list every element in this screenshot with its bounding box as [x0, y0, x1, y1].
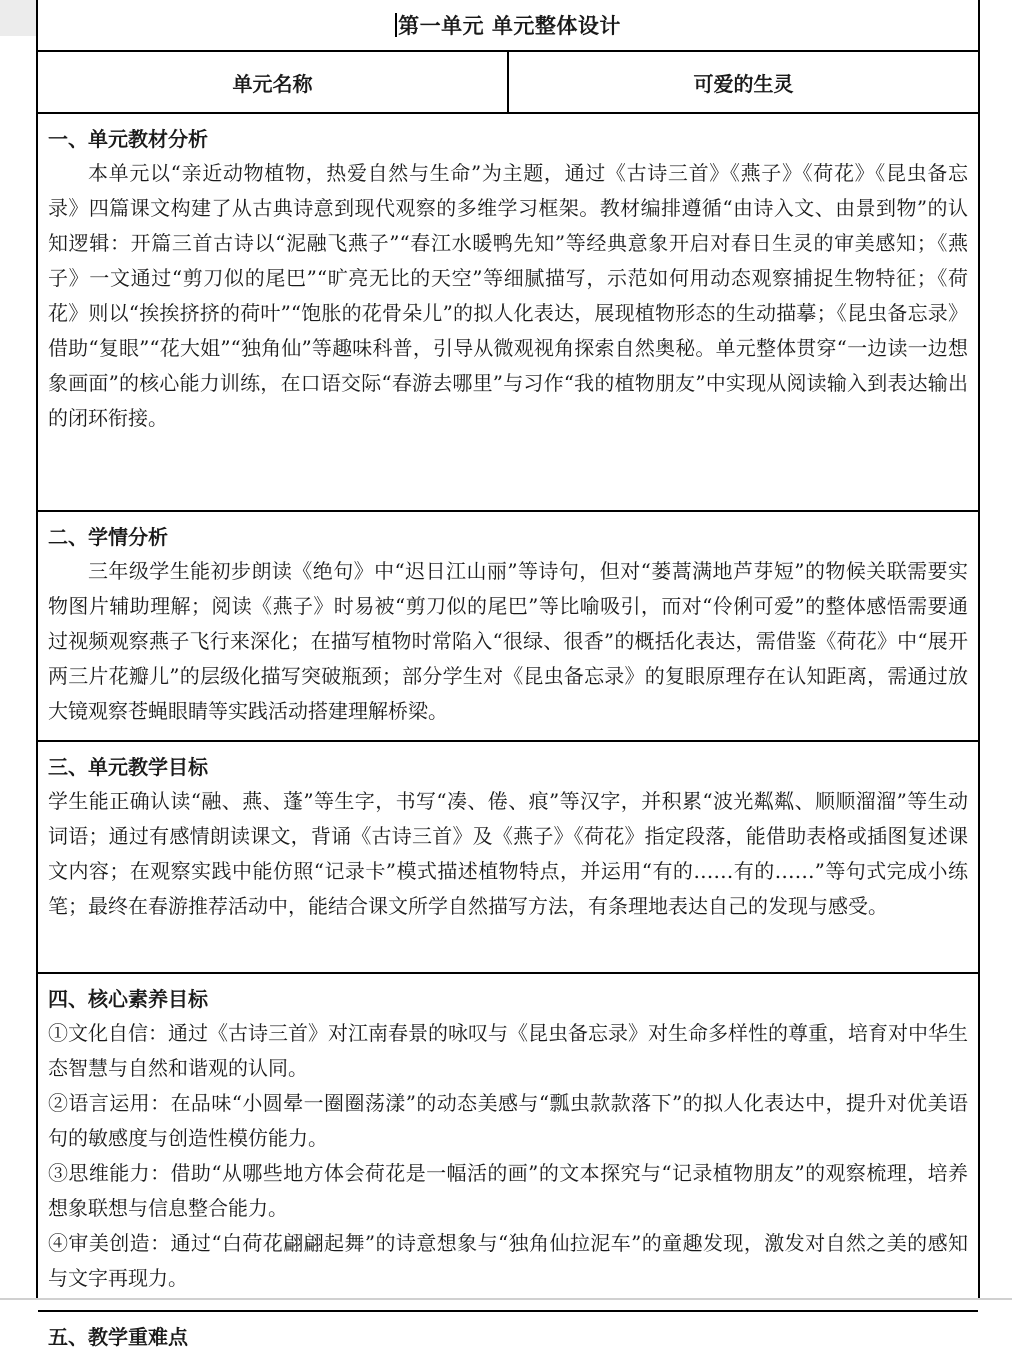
goal-item-language[interactable]: ②语言运用：在品味“小圆晕一圈圈荡漾”的动态美感与“瓢虫款款落下”的拟人化表达中，提升对优美语句的敏感度与创造性模仿能力。 [48, 1091, 968, 1150]
page-margin-shade [0, 0, 36, 36]
section-heading[interactable]: 五、教学重难点 [48, 1325, 188, 1349]
section-learner-analysis [38, 512, 978, 742]
section-heading[interactable]: 二、学情分析 [48, 525, 168, 549]
section-heading[interactable]: 四、核心素养目标 [48, 987, 208, 1011]
table-title-row [38, 0, 978, 52]
section-textbook-analysis [38, 114, 978, 512]
text-cursor [395, 13, 397, 37]
section-paragraph[interactable]: 学生能正确认读“融、燕、蓬”等生字，书写“凑、倦、痕”等汉字，并积累“波光粼粼、顺顺溜溜”等生动词语；通过有感情朗读课文，背诵《古诗三首》及《燕子》《荷花》指定段落，能借助表格或插图复述课文内容；在观察实践中能仿照“记录卡”模式描述植物特点，并运用“有的……有的……”等句式完成小练笔；最终在春游推荐活动中，能结合课文所学自然描写方法，有条理地表达自己的发现与感受。 [48, 789, 968, 918]
unit-name-row [38, 52, 978, 114]
table-title[interactable]: 第一单元 单元整体设计 [398, 13, 621, 38]
section-teaching-goals [38, 742, 978, 974]
goal-item-culture[interactable]: ①文化自信：通过《古诗三首》对江南春景的咏叹与《昆虫备忘录》对生命多样性的尊重，培育对中华生态智慧与自然和谐观的认同。 [48, 1021, 968, 1080]
unit-name-value[interactable]: 可爱的生灵 [693, 71, 794, 96]
section-core-literacy-goals [38, 974, 978, 1312]
section-heading[interactable]: 一、单元教材分析 [48, 127, 208, 151]
unit-name-label[interactable]: 单元名称 [38, 52, 509, 112]
goal-item-aesthetics[interactable]: ④审美创造：通过“白荷花翩翩起舞”的诗意想象与“独角仙拉泥车”的童趣发现，激发对自然之美的感知与文字再现力。 [48, 1231, 968, 1290]
section-paragraph[interactable]: 本单元以“亲近动物植物，热爱自然与生命”为主题，通过《古诗三首》《燕子》《荷花》《昆虫备忘录》四篇课文构建了从古典诗意到现代观察的多维学习框架。教材编排遵循“由诗入文、由景到物”的认知逻辑：开篇三首古诗以“泥融飞燕子”“春江水暖鸭先知”等经典意象开启对春日生灵的审美感知；《燕子》一文通过“剪刀似的尾巴”“旷亮无比的天空”等细腻描写，示范如何用动态观察捕捉生物特征；《荷花》则以“挨挨挤挤的荷叶”“饱胀的花骨朵儿”的拟人化表达，展现植物形态的生动描摹；《昆虫备忘录》借助“复眼”“花大姐”“独角仙”等趣味科普，引导从微观视角探索自然奥秘。单元整体贯穿“一边读一边想象画面”的核心能力训练，在口语交际“春游去哪里”与习作“我的植物朋友”中实现从阅读输入到表达输出的闭环衔接。 [48, 161, 968, 430]
section-paragraph[interactable]: 三年级学生能初步朗读《绝句》中“迟日江山丽”等诗句，但对“蒌蒿满地芦芽短”的物候关联需要实物图片辅助理解；阅读《燕子》时易被“剪刀似的尾巴”等比喻吸引，而对“伶俐可爱”的整体感悟需要通过视频观察燕子飞行来深化；在描写植物时常陷入“很绿、很香”的概括化表达，需借鉴《荷花》中“展开两三片花瓣儿”的层级化描写突破瓶颈；部分学生对《昆虫备忘录》的复眼原理存在认知距离，需通过放大镜观察苍蝇眼睛等实践活动搭建理解桥梁。 [48, 559, 968, 723]
section-key-difficulties [38, 1312, 978, 1372]
goal-item-thinking[interactable]: ③思维能力：借助“从哪些地方体会荷花是一幅活的画”的文本探究与“记录植物朋友”的观察梳理，培养想象联想与信息整合能力。 [48, 1161, 968, 1220]
unit-design-table [36, 0, 980, 1349]
section-heading[interactable]: 三、单元教学目标 [48, 755, 208, 779]
